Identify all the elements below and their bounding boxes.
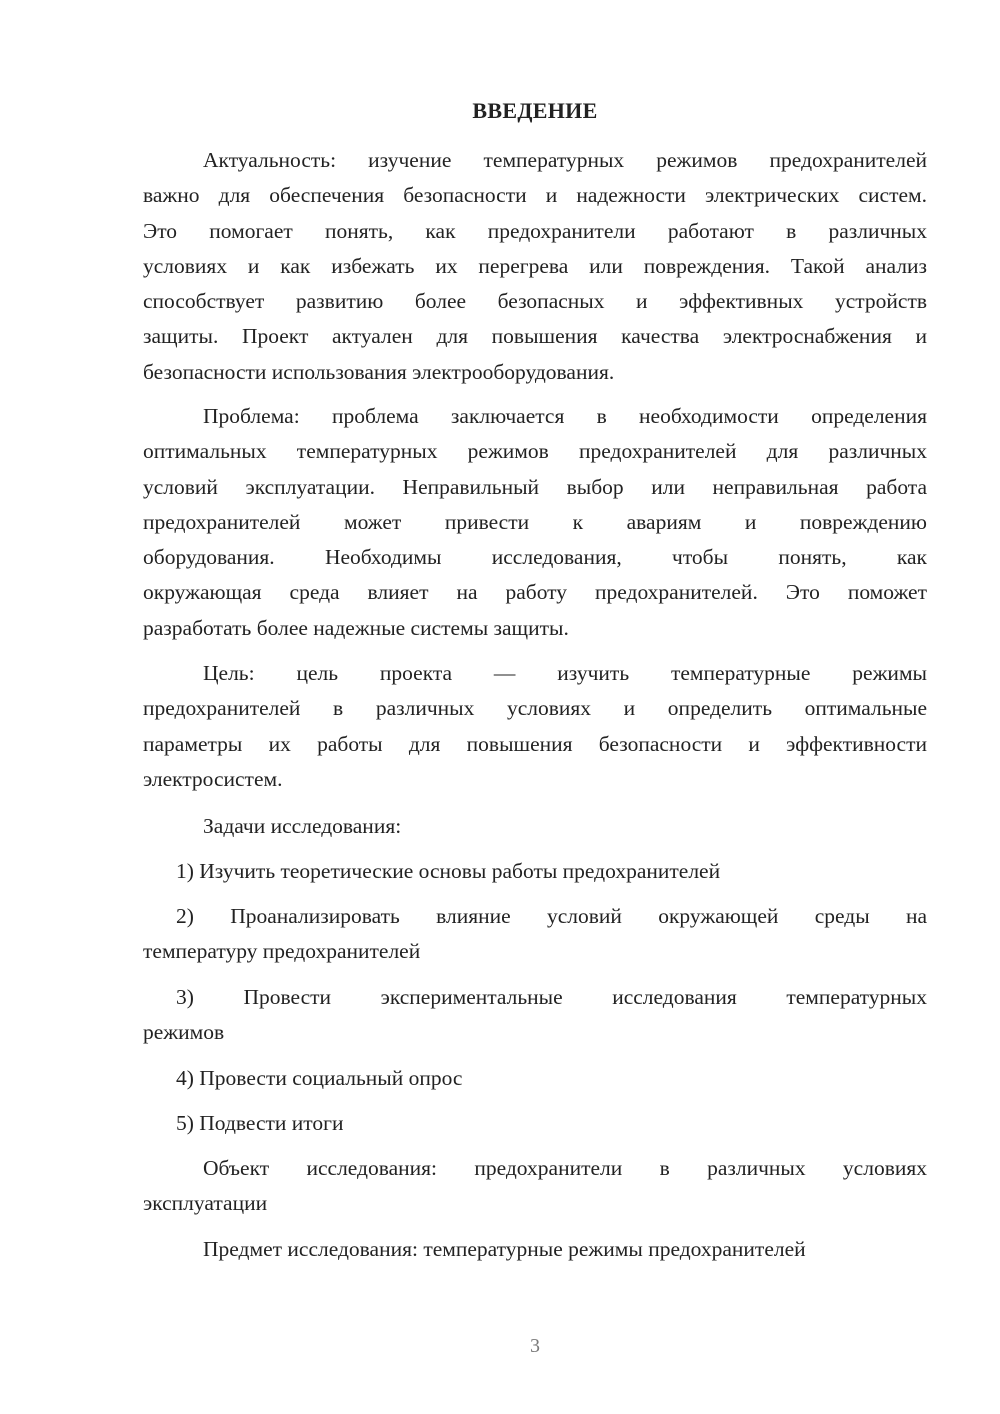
text-line: способствует развитию более безопасных и эффективных устройств <box>143 289 927 314</box>
text-line: параметры их работы для повышения безопасности и эффективности <box>143 731 927 756</box>
text-line: безопасности использования электрооборудования. <box>143 359 615 384</box>
text-line: защиты. Проект актуален для повышения качества электроснабжения и <box>143 324 927 349</box>
page-number: 3 <box>530 1335 540 1357</box>
text-line: Актуальность: изучение температурных режимов предохранителей <box>203 148 927 172</box>
task-item-4 <box>143 1061 927 1096</box>
text-line: условиях и как избежать их перегрева или повреждения. Такой анализ <box>143 253 927 278</box>
text-line: предохранителей в различных условиях и определить оптимальные <box>143 696 927 721</box>
task-item-1 <box>143 854 927 889</box>
task-item-3 <box>143 980 927 1051</box>
text-line: окружающая среда влияет на работу предохранителей. Это поможет <box>143 580 927 605</box>
text-line: эксплуатации <box>143 1191 268 1216</box>
text-line: Цель: цель проекта — изучить температурные режимы <box>203 661 927 685</box>
text-line: разработать более надежные системы защиты. <box>143 615 569 640</box>
text-line: оптимальных температурных режимов предохранителей для различных <box>143 439 927 464</box>
object-paragraph <box>143 1151 927 1222</box>
problem-paragraph <box>143 399 927 646</box>
goal-paragraph <box>143 656 927 797</box>
relevance-paragraph <box>143 143 927 390</box>
text-line: температуру предохранителей <box>143 939 421 964</box>
text-line: условий эксплуатации. Неправильный выбор или неправильная работа <box>143 474 927 499</box>
text-line: оборудования. Необходимы исследования, чтобы понять, как <box>143 545 927 570</box>
text-line: Объект исследования: предохранители в различных условиях <box>203 1156 927 1180</box>
text-line: Предмет исследования: температурные режимы предохранителей <box>203 1237 806 1261</box>
text-line: электросистем. <box>143 766 283 791</box>
text-line: 3) Провести экспериментальные исследования температурных <box>176 985 927 1009</box>
tasks-title <box>143 809 927 844</box>
text-line: важно для обеспечения безопасности и надежности электрических систем. <box>143 183 927 208</box>
text-line: 2) Проанализировать влияние условий окружающей среды на <box>176 904 927 928</box>
text-line: Задачи исследования: <box>203 814 402 838</box>
text-line: предохранителей может привести к авариям и повреждению <box>143 509 927 534</box>
text-line: Это помогает понять, как предохранители работают в различных <box>143 218 927 243</box>
text-line: Проблема: проблема заключается в необходимости определения <box>203 404 927 428</box>
page-title: ВВЕДЕНИЕ <box>472 98 598 123</box>
text-line: 1) Изучить теоретические основы работы предохранителей <box>176 859 721 883</box>
subject-paragraph <box>143 1232 927 1267</box>
task-item-2 <box>143 899 927 970</box>
task-item-5 <box>143 1106 927 1141</box>
text-line: 5) Подвести итоги <box>176 1111 344 1135</box>
text-line: режимов <box>143 1020 225 1045</box>
text-line: 4) Провести социальный опрос <box>176 1066 463 1090</box>
